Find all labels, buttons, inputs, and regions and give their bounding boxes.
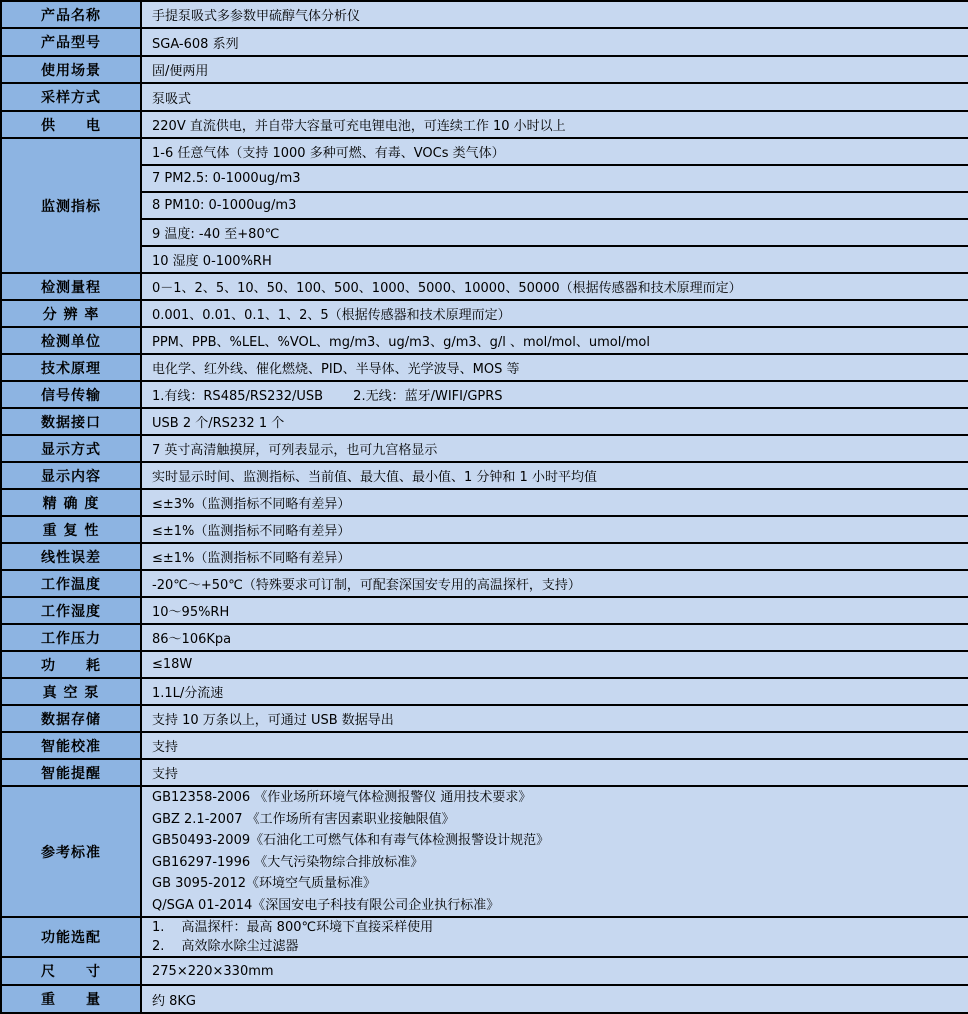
spec-row [1, 732, 968, 759]
spec-subrow [1, 165, 968, 192]
row-label: 重 量 [1, 985, 141, 1013]
spec-row [1, 408, 968, 435]
value-line: GB 3095-2012《环境空气质量标准》 [152, 876, 376, 891]
row-value: -20℃～+50℃（特殊要求可订制，可配套深国安专用的高温探杆，支持） [141, 570, 968, 597]
row-label: 使用场景 [1, 56, 141, 83]
row-label: 数据存储 [1, 705, 141, 732]
row-value: 9 温度: -40 至+80℃ [141, 219, 968, 246]
row-value: 220V 直流供电，并自带大容量可充电锂电池，可连续工作 10 小时以上 [141, 111, 968, 138]
row-value: 0.001、0.01、0.1、1、2、5（根据传感器和技术原理而定） [141, 300, 968, 327]
row-label: 显示内容 [1, 462, 141, 489]
row-label: 检测单位 [1, 327, 141, 354]
spec-row [1, 83, 968, 111]
spec-row [1, 624, 968, 651]
row-value: 手提泵吸式多参数甲硫醇气体分析仪 [141, 1, 968, 28]
row-value: 1.1L/分流速 [141, 678, 968, 705]
spec-row [1, 489, 968, 516]
value-line: 2. 高效除水除尘过滤器 [152, 939, 299, 954]
spec-row [1, 1, 968, 28]
row-label: 线性误差 [1, 543, 141, 570]
row-label: 功能选配 [1, 917, 141, 957]
row-value: 电化学、红外线、催化燃烧、PID、半导体、光学波导、MOS 等 [141, 354, 968, 381]
spec-row [1, 759, 968, 786]
spec-row [1, 705, 968, 732]
row-value: ≤±1%（监测指标不同略有差异） [141, 543, 968, 570]
row-value: USB 2 个/RS232 1 个 [141, 408, 968, 435]
spec-row [1, 462, 968, 489]
spec-subrow [1, 219, 968, 246]
row-label: 工作压力 [1, 624, 141, 651]
value-line: Q/SGA 01-2014《深国安电子科技有限公司企业执行标准》 [152, 897, 500, 913]
row-value: 1-6 任意气体（支持 1000 多种可燃、有毒、VOCs 类气体） [141, 138, 968, 165]
row-value: 泵吸式 [141, 83, 968, 111]
spec-row [1, 786, 968, 917]
row-label: 功 耗 [1, 651, 141, 678]
value-line: GB50493-2009《石油化工可燃气体和有毒气体检测报警设计规范》 [152, 833, 550, 848]
row-label: 供 电 [1, 111, 141, 138]
row-value: PPM、PPB、%LEL、%VOL、mg/m3、ug/m3、g/m3、g/l 、mol/mol、umol/mol [141, 327, 968, 354]
row-label: 产品名称 [1, 1, 141, 28]
spec-subrow [1, 138, 968, 165]
spec-row [1, 543, 968, 570]
row-value: 86～106Kpa [141, 624, 968, 651]
row-value: 固/便两用 [141, 56, 968, 83]
spec-row [1, 381, 968, 408]
spec-subrow [1, 246, 968, 273]
spec-row [1, 570, 968, 597]
row-value: ≤18W [141, 651, 968, 678]
row-value: 10～95%RH [141, 597, 968, 624]
row-value: 275×220×330mm [141, 957, 968, 985]
row-label: 精 确 度 [1, 489, 141, 516]
spec-subrow [1, 192, 968, 219]
spec-row [1, 111, 968, 138]
row-label: 参考标准 [1, 786, 141, 917]
row-value: 约 8KG [141, 985, 968, 1013]
row-value: 支持 10 万条以上，可通过 USB 数据导出 [141, 705, 968, 732]
row-label: 技术原理 [1, 354, 141, 381]
row-value: SGA-608 系列 [141, 28, 968, 56]
spec-row [1, 917, 968, 957]
row-label: 智能校准 [1, 732, 141, 759]
row-value: 7 PM2.5: 0-1000ug/m3 [141, 165, 968, 192]
value-line: GBZ 2.1-2007 《工作场所有害因素职业接触限值》 [152, 811, 455, 827]
spec-row [1, 435, 968, 462]
spec-row [1, 28, 968, 56]
row-label: 尺 寸 [1, 957, 141, 985]
row-value: 8 PM10: 0-1000ug/m3 [141, 192, 968, 219]
row-label: 检测量程 [1, 273, 141, 300]
row-value: ≤±1%（监测指标不同略有差异） [141, 516, 968, 543]
row-value [141, 917, 968, 957]
row-label: 工作温度 [1, 570, 141, 597]
spec-row [1, 597, 968, 624]
row-value: 0－1、2、5、10、50、100、500、1000、5000、10000、50000（根据传感器和技术原理而定） [141, 273, 968, 300]
row-label: 智能提醒 [1, 759, 141, 786]
spec-row [1, 273, 968, 300]
spec-row [1, 678, 968, 705]
value-line: 1. 高温探杆：最高 800℃环境下直接采样使用 [152, 920, 434, 935]
spec-row [1, 651, 968, 678]
spec-row [1, 957, 968, 985]
row-label: 数据接口 [1, 408, 141, 435]
row-label: 工作湿度 [1, 597, 141, 624]
spec-row [1, 300, 968, 327]
row-label: 显示方式 [1, 435, 141, 462]
row-value: 7 英寸高清触摸屏，可列表显示，也可九宫格显示 [141, 435, 968, 462]
row-label: 信号传输 [1, 381, 141, 408]
row-value: 1.有线：RS485/RS232/USB 2.无线：蓝牙/WIFI/GPRS [141, 381, 968, 408]
row-value: 支持 [141, 732, 968, 759]
spec-table-body [1, 1, 968, 1013]
spec-row [1, 56, 968, 83]
row-label: 采样方式 [1, 83, 141, 111]
spec-row [1, 985, 968, 1013]
spec-row [1, 354, 968, 381]
spec-row [1, 516, 968, 543]
row-value: 10 湿度 0-100%RH [141, 246, 968, 273]
row-label: 真 空 泵 [1, 678, 141, 705]
row-label: 分 辨 率 [1, 300, 141, 327]
row-label: 监测指标 [1, 138, 141, 273]
row-label: 重 复 性 [1, 516, 141, 543]
row-value: 实时显示时间、监测指标、当前值、最大值、最小值、1 分钟和 1 小时平均值 [141, 462, 968, 489]
row-value [141, 786, 968, 917]
row-value: ≤±3%（监测指标不同略有差异） [141, 489, 968, 516]
row-value: 支持 [141, 759, 968, 786]
value-line: GB12358-2006 《作业场所环境气体检测报警仪 通用技术要求》 [152, 790, 532, 805]
value-line: GB16297-1996 《大气污染物综合排放标准》 [152, 854, 424, 870]
spec-row [1, 327, 968, 354]
row-label: 产品型号 [1, 28, 141, 56]
